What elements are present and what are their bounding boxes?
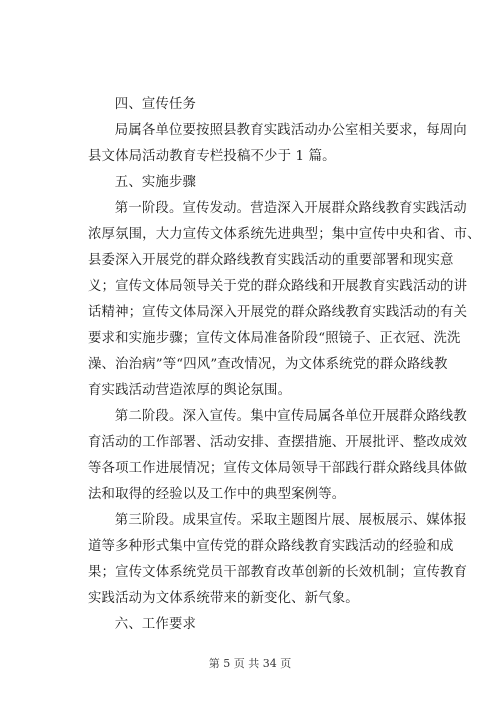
section-heading-work-requirements: 六、工作要求	[114, 617, 197, 632]
paragraph-line: 第二阶段。深入宣传。集中宣传局属各单位开展群众路线教	[114, 409, 467, 424]
paragraph-line: 果；宣传文体系统党员干部教育改革创新的长效机制；宣传教育	[88, 565, 468, 580]
paragraph-line: 第三阶段。成果宣传。采取主题图片展、展板展示、媒体报	[114, 513, 467, 528]
paragraph-line: 道等多种形式集中宣传党的群众路线教育实践活动的经验和成	[88, 539, 454, 554]
paragraph-line: 浓厚氛围，大力宣传文体系统先进典型；集中宣传中央和省、市、	[88, 227, 481, 242]
paragraph-line: 育实践活动营造浓厚的舆论氛围。	[88, 383, 292, 398]
page-number-footer: 第 5 页 共 34 页	[208, 657, 292, 670]
paragraph-line: 等各项工作进展情况；宣传文体局领导干部践行群众路线具体做	[88, 461, 468, 476]
paragraph-line: 县文体局活动教育专栏投稿不少于 1 篇。	[88, 149, 336, 164]
paragraph-line: 义；宣传文体局领导关于党的群众路线和开展教育实践活动的讲	[88, 279, 468, 294]
paragraph-line: 话精神；宣传文体局深入开展党的群众路线教育实践活动的有关	[88, 305, 468, 320]
paragraph-line: 育活动的工作部署、活动安排、查摆措施、开展批评、整改成效	[88, 435, 468, 450]
paragraph-line: 要求和实施步骤；宣传文体局准备阶段“照镜子、正衣冠、洗洗	[88, 331, 461, 346]
paragraph-line: 实践活动为文体系统带来的新变化、新气象。	[88, 591, 359, 606]
paragraph-line: 澡、治治病”等“四风”查改情况，为文体系统党的群众路线教	[88, 357, 448, 372]
paragraph-line: 法和取得的经验以及工作中的典型案例等。	[88, 487, 346, 502]
section-heading-implementation-steps: 五、实施步骤	[114, 175, 197, 190]
document-body	[88, 92, 481, 638]
paragraph-line: 县委深入开展党的群众路线教育实践活动的重要部署和现实意	[88, 253, 454, 268]
paragraph-line: 局属各单位要按照县教育实践活动办公室相关要求，每周向	[114, 123, 467, 138]
paragraph-line: 第一阶段。宣传发动。营造深入开展群众路线教育实践活动	[114, 201, 467, 216]
section-heading-publicity-tasks: 四、宣传任务	[114, 97, 197, 112]
